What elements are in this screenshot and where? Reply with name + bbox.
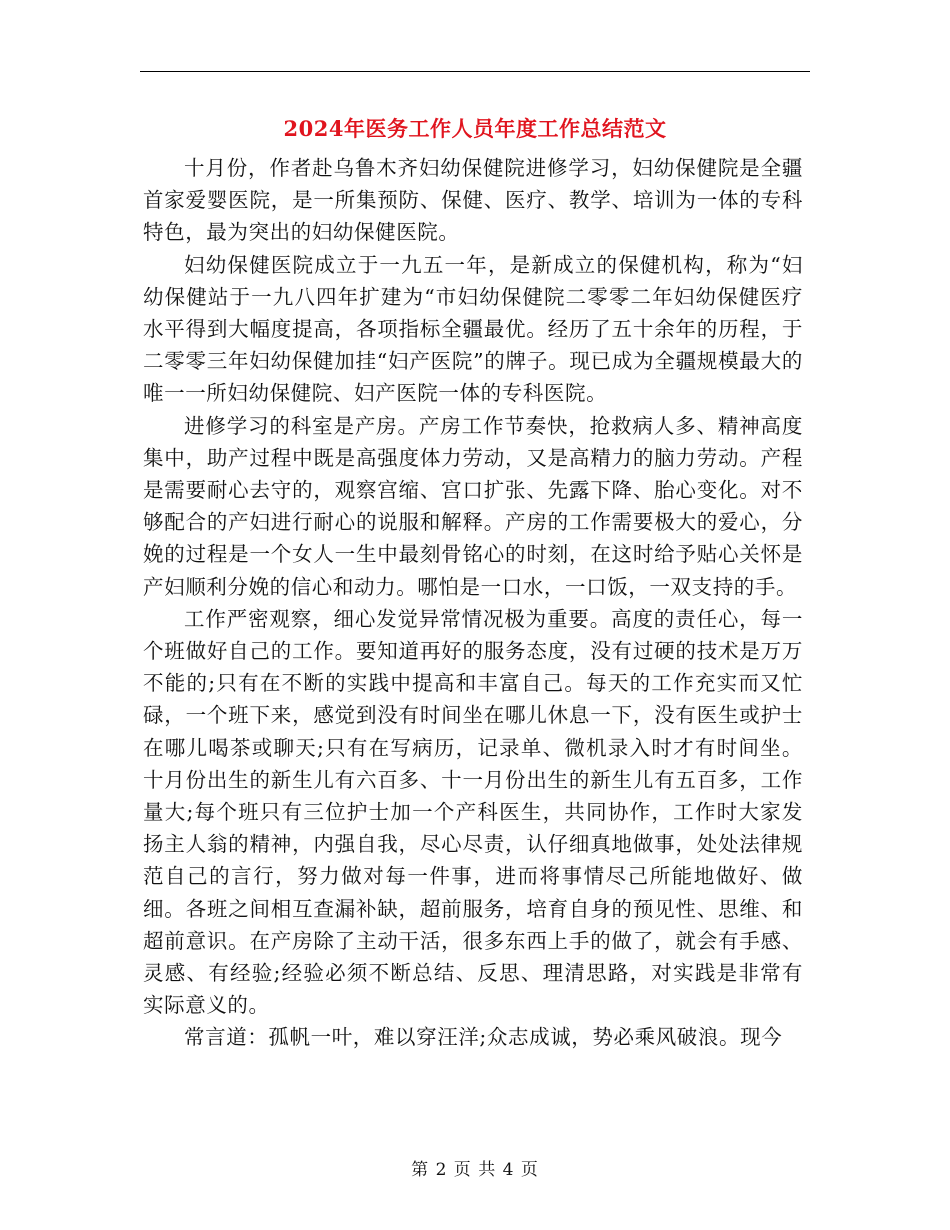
document-body [143, 152, 803, 1054]
paragraph: 妇幼保健医院成立于一九五一年，是新成立的保健机构，称为“妇幼保健站于一九八四年扩建为“市妇幼保健院二零零二年妇幼保健医疗水平得到大幅度提高，各项指标全疆最优。经历了五十余年的历程，于二零零三年妇幼保健加挂“妇产医院”的牌子。现已成为全疆规模最大的唯一一所妇幼保健院、妇产医院一体的专科医院。 [143, 252, 803, 406]
paragraph: 常言道：孤帆一叶，难以穿汪洋;众志成诚，势必乘风破浪。现今 [184, 1025, 783, 1050]
paragraph: 十月份，作者赴乌鲁木齐妇幼保健院进修学习，妇幼保健院是全疆首家爱婴医院，是一所集预防、保健、医疗、教学、培训为一体的专科特色，最为突出的妇幼保健医院。 [143, 156, 803, 245]
paragraph: 进修学习的科室是产房。产房工作节奏快，抢救病人多、精神高度集中，助产过程中既是高强度体力劳动，又是高精力的脑力劳动。产程是需要耐心去守的，观察宫缩、宫口扩张、先露下降、胎心变化。对不够配合的产妇进行耐心的说服和解释。产房的工作需要极大的爱心，分娩的过程是一个女人一生中最刻骨铭心的时刻，在这时给予贴心关怀是产妇顺利分娩的信心和动力。哪怕是一口水，一口饭，一双支持的手。 [143, 413, 803, 599]
document-title: 2024年医务工作人员年度工作总结范文 [283, 116, 667, 141]
paragraph: 工作严密观察，细心发觉异常情况极为重要。高度的责任心，每一个班做好自己的工作。要知道再好的服务态度，没有过硬的技术是万万不能的;只有在不断的实践中提高和丰富自己。每天的工作充实而又忙碌，一个班下来，感觉到没有时间坐在哪儿休息一下，没有医生或护士在哪儿喝茶或聊天;只有在写病历，记录单、微机录入时才有时间坐。十月份出生的新生儿有六百多、十一月份出生的新生儿有五百多，工作量大;每个班只有三位护士加一个产科医生，共同协作，工作时大家发扬主人翁的精神，内强自我，尽心尽责，认仔细真地做事，处处法律规范自己的言行，努力做对每一件事，进而将事情尽己所能地做好、做细。各班之间相互查漏补缺，超前服务，培育自身的预见性、思维、和超前意识。在产房除了主动干活，很多东西上手的做了，就会有手感、灵感、有经验;经验必须不断总结、反思、理清思路，对实践是非常有实际意义的。 [143, 606, 803, 1018]
header-rule [140, 71, 810, 72]
page-number: 第 2 页 共 4 页 [411, 1160, 539, 1180]
